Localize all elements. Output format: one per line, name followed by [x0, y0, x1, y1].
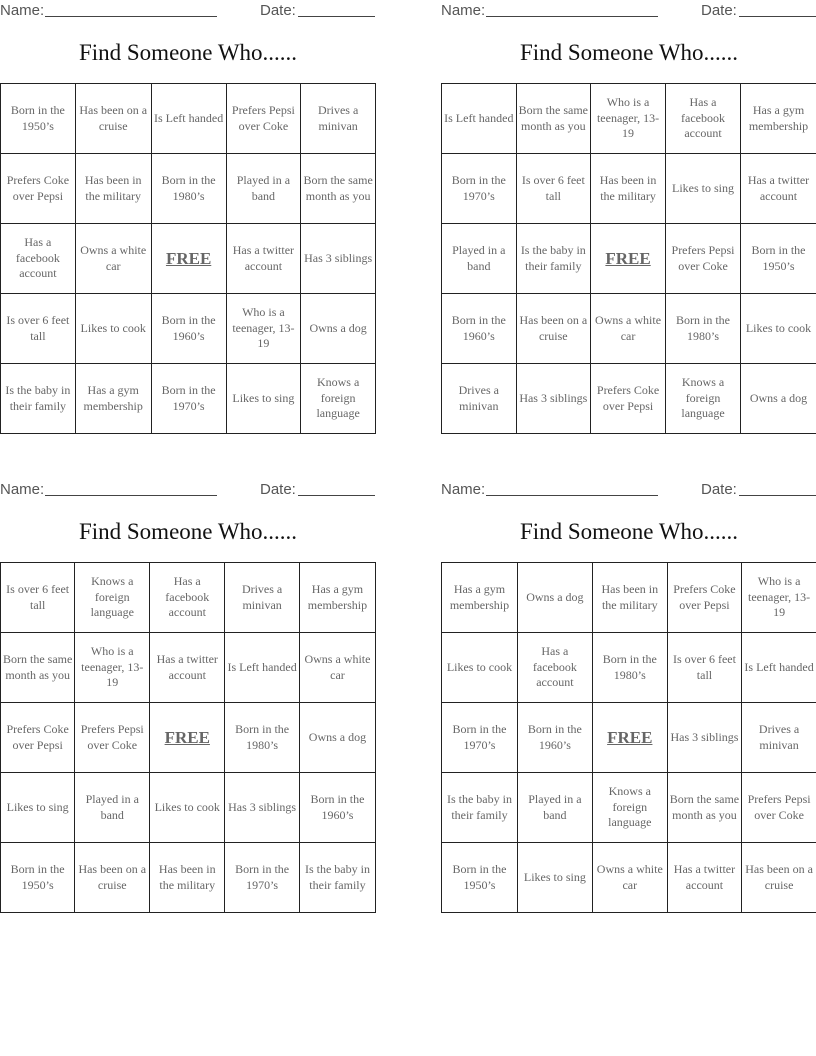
- grid-row: [1, 154, 376, 224]
- date-blank: [739, 16, 816, 17]
- grid-cell: Who is a teenager, 13-19: [591, 84, 666, 154]
- bingo-card: [0, 0, 376, 440]
- grid-cell: Born in the 1980’s: [225, 703, 300, 773]
- grid-cell: Owns a white car: [75, 224, 151, 294]
- grid-cell: Has a twitter account: [226, 224, 301, 294]
- grid-cell: Born the same month as you: [1, 633, 75, 703]
- grid-row: [442, 294, 816, 364]
- grid-row: [1, 773, 376, 843]
- grid-cell: Born in the 1950’s: [1, 84, 76, 154]
- grid-cell: Owns a dog: [740, 364, 816, 434]
- card-title: Find Someone Who......: [519, 40, 739, 65]
- grid-cell: Born in the 1980’s: [151, 154, 226, 224]
- bingo-card: [441, 0, 816, 440]
- grid-cell: Born in the 1960’s: [442, 294, 517, 364]
- name-label: Name:: [441, 481, 486, 498]
- grid-cell: Has been on a cruise: [75, 843, 150, 913]
- grid-cell: Prefers Pepsi over Coke: [226, 84, 301, 154]
- grid-cell: Owns a dog: [517, 563, 592, 633]
- card-title: Find Someone Who......: [78, 40, 298, 65]
- grid-cell: Is over 6 feet tall: [516, 154, 590, 224]
- grid-cell: Is the baby in their family: [516, 224, 590, 294]
- grid-cell: Has a gym membership: [740, 84, 816, 154]
- grid-cell: Prefers Pepsi over Coke: [666, 224, 741, 294]
- date-label: Date:: [701, 481, 737, 498]
- grid-cell: Prefers Coke over Pepsi: [1, 154, 76, 224]
- grid-cell: Has 3 siblings: [667, 703, 741, 773]
- grid-cell: Owns a white car: [591, 294, 666, 364]
- grid-cell: Prefers Coke over Pepsi: [1, 703, 75, 773]
- grid-row: [1, 364, 376, 434]
- free-space-cell: FREE: [592, 703, 667, 773]
- free-space-cell: FREE: [151, 224, 226, 294]
- grid-row: [442, 84, 816, 154]
- grid-cell: Born the same month as you: [301, 154, 376, 224]
- date-blank: [298, 16, 375, 17]
- grid-cell: Is Left handed: [742, 633, 816, 703]
- grid-cell: Prefers Pepsi over Coke: [742, 773, 816, 843]
- grid-cell: Likes to cook: [150, 773, 225, 843]
- grid-row: [1, 633, 376, 703]
- grid-cell: Has been on a cruise: [742, 843, 816, 913]
- grid-cell: Drives a minivan: [301, 84, 376, 154]
- grid-cell: Born in the 1950’s: [740, 224, 816, 294]
- grid-cell: Likes to cook: [442, 633, 518, 703]
- grid-cell: Is the baby in their family: [1, 364, 76, 434]
- grid-cell: Born the same month as you: [667, 773, 741, 843]
- card-header: [441, 0, 816, 20]
- grid-cell: Played in a band: [517, 773, 592, 843]
- grid-cell: Likes to sing: [1, 773, 75, 843]
- grid-cell: Born in the 1960’s: [517, 703, 592, 773]
- card-header: [0, 479, 376, 499]
- grid-cell: Owns a white car: [299, 633, 375, 703]
- grid-cell: Is over 6 feet tall: [1, 563, 75, 633]
- grid-cell: Has been in the military: [591, 154, 666, 224]
- date-blank: [298, 495, 375, 496]
- grid-cell: Knows a foreign language: [301, 364, 376, 434]
- date-label: Date:: [701, 2, 737, 19]
- grid-row: [442, 364, 816, 434]
- grid-cell: Born in the 1960’s: [299, 773, 375, 843]
- grid-cell: Has a facebook account: [517, 633, 592, 703]
- grid-cell: Is over 6 feet tall: [1, 294, 76, 364]
- grid-row: [1, 224, 376, 294]
- grid-cell: Prefers Coke over Pepsi: [667, 563, 741, 633]
- name-label: Name:: [0, 2, 45, 19]
- grid-cell: Knows a foreign language: [75, 563, 150, 633]
- grid-row: [442, 773, 816, 843]
- grid-row: [1, 563, 376, 633]
- card-title: Find Someone Who......: [519, 519, 739, 544]
- grid-row: [442, 843, 816, 913]
- grid-cell: Has a gym membership: [75, 364, 151, 434]
- grid-cell: Has been in the military: [592, 563, 667, 633]
- card-title: Find Someone Who......: [78, 519, 298, 544]
- grid-cell: Owns a dog: [299, 703, 375, 773]
- grid-cell: Born in the 1950’s: [442, 843, 518, 913]
- grid-cell: Has been in the military: [75, 154, 151, 224]
- grid-row: [442, 563, 816, 633]
- grid-cell: Prefers Pepsi over Coke: [75, 703, 150, 773]
- grid-cell: Likes to sing: [666, 154, 741, 224]
- grid-cell: Has been on a cruise: [75, 84, 151, 154]
- grid-cell: Has a facebook account: [150, 563, 225, 633]
- date-label: Date:: [260, 2, 296, 19]
- grid-row: [1, 294, 376, 364]
- grid-cell: Has been in the military: [150, 843, 225, 913]
- grid-cell: Has a twitter account: [150, 633, 225, 703]
- name-blank: [45, 16, 217, 17]
- grid-cell: Played in a band: [75, 773, 150, 843]
- date-label: Date:: [260, 481, 296, 498]
- grid-cell: Knows a foreign language: [592, 773, 667, 843]
- grid-cell: Played in a band: [442, 224, 517, 294]
- grid-cell: Played in a band: [226, 154, 301, 224]
- grid-row: [1, 703, 376, 773]
- grid-cell: Has a gym membership: [299, 563, 375, 633]
- grid-cell: Is Left handed: [225, 633, 300, 703]
- grid-cell: Who is a teenager, 13-19: [226, 294, 301, 364]
- bingo-grid: [441, 562, 816, 913]
- name-blank: [45, 495, 217, 496]
- grid-cell: Born in the 1970’s: [151, 364, 226, 434]
- grid-cell: Is over 6 feet tall: [667, 633, 741, 703]
- grid-cell: Drives a minivan: [442, 364, 517, 434]
- grid-cell: Likes to cook: [75, 294, 151, 364]
- grid-cell: Has a twitter account: [740, 154, 816, 224]
- grid-cell: Who is a teenager, 13-19: [75, 633, 150, 703]
- card-header: [0, 0, 376, 20]
- free-space-cell: FREE: [591, 224, 666, 294]
- grid-cell: Born the same month as you: [516, 84, 590, 154]
- grid-cell: Is Left handed: [151, 84, 226, 154]
- grid-row: [442, 633, 816, 703]
- grid-cell: Has 3 siblings: [225, 773, 300, 843]
- grid-row: [442, 154, 816, 224]
- date-blank: [739, 495, 816, 496]
- grid-cell: Has a facebook account: [666, 84, 741, 154]
- grid-cell: Likes to cook: [740, 294, 816, 364]
- grid-cell: Likes to sing: [517, 843, 592, 913]
- grid-cell: Drives a minivan: [742, 703, 816, 773]
- grid-cell: Is the baby in their family: [299, 843, 375, 913]
- grid-cell: Likes to sing: [226, 364, 301, 434]
- grid-cell: Born in the 1980’s: [666, 294, 741, 364]
- grid-cell: Has 3 siblings: [301, 224, 376, 294]
- grid-cell: Knows a foreign language: [666, 364, 741, 434]
- name-label: Name:: [441, 2, 486, 19]
- name-blank: [486, 16, 658, 17]
- free-space-cell: FREE: [150, 703, 225, 773]
- grid-cell: Born in the 1980’s: [592, 633, 667, 703]
- grid-cell: Prefers Coke over Pepsi: [591, 364, 666, 434]
- grid-cell: Is the baby in their family: [442, 773, 518, 843]
- grid-cell: Born in the 1970’s: [442, 703, 518, 773]
- card-header: [441, 479, 816, 499]
- grid-cell: Is Left handed: [442, 84, 517, 154]
- grid-cell: Born in the 1950’s: [1, 843, 75, 913]
- grid-row: [1, 84, 376, 154]
- grid-cell: Born in the 1970’s: [225, 843, 300, 913]
- grid-cell: Has a twitter account: [667, 843, 741, 913]
- grid-cell: Born in the 1970’s: [442, 154, 517, 224]
- bingo-card: [0, 479, 376, 919]
- grid-cell: Has a gym membership: [442, 563, 518, 633]
- grid-cell: Owns a dog: [301, 294, 376, 364]
- grid-cell: Drives a minivan: [225, 563, 300, 633]
- bingo-grid: [0, 562, 376, 913]
- grid-row: [442, 224, 816, 294]
- grid-row: [1, 843, 376, 913]
- grid-cell: Has been on a cruise: [516, 294, 590, 364]
- bingo-grid: [0, 83, 376, 434]
- grid-cell: Who is a teenager, 13-19: [742, 563, 816, 633]
- bingo-grid: [441, 83, 816, 434]
- name-label: Name:: [0, 481, 45, 498]
- grid-cell: Born in the 1960’s: [151, 294, 226, 364]
- name-blank: [486, 495, 658, 496]
- grid-row: [442, 703, 816, 773]
- bingo-card: [441, 479, 816, 919]
- grid-cell: Owns a white car: [592, 843, 667, 913]
- grid-cell: Has 3 siblings: [516, 364, 590, 434]
- grid-cell: Has a facebook account: [1, 224, 76, 294]
